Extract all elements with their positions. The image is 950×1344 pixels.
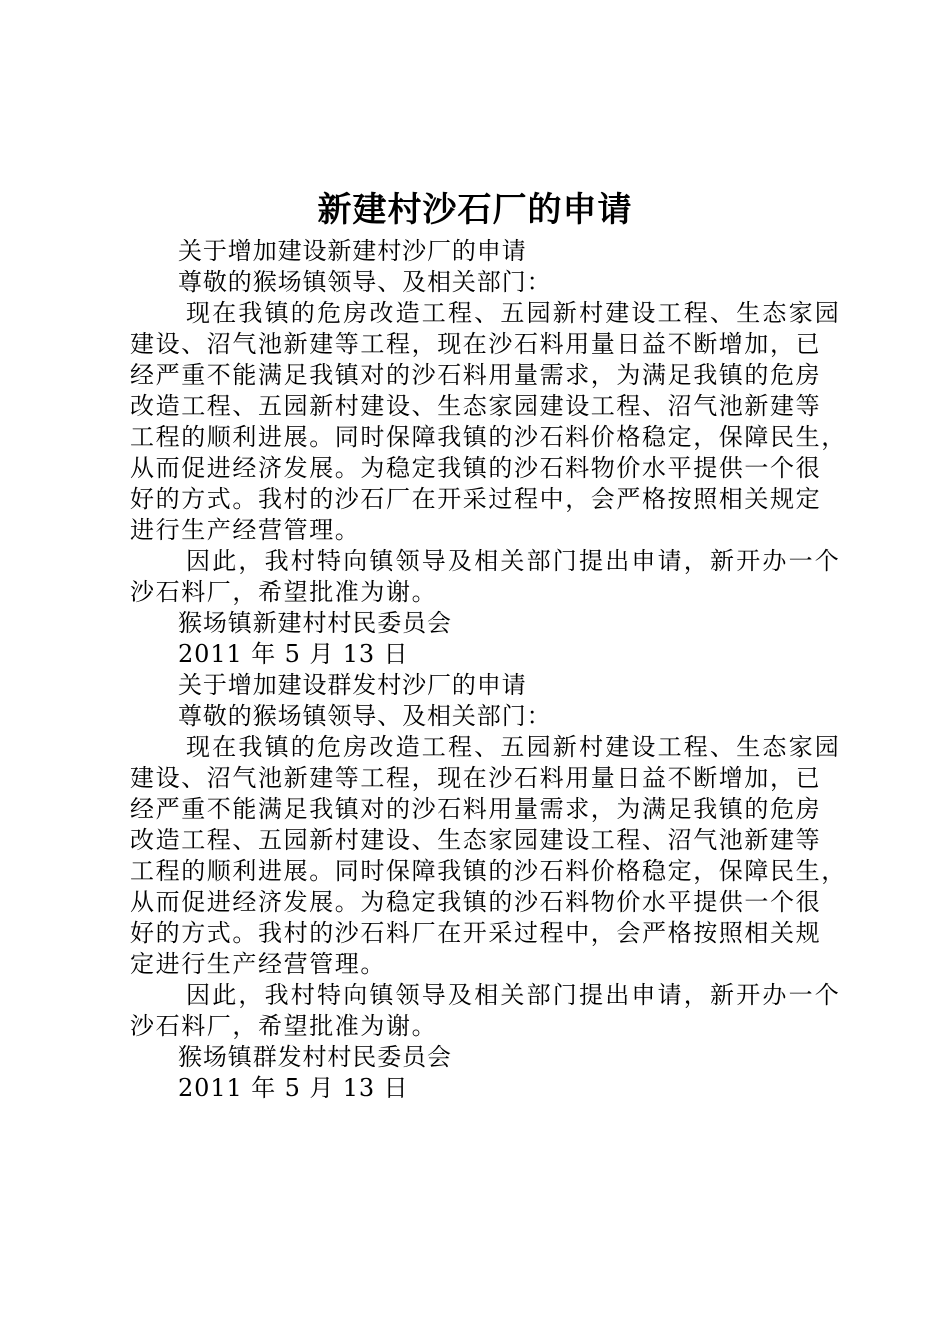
section2-para2-line: 沙石料厂，希望批准为谢。 (130, 1012, 438, 1040)
section2-para1-line: 从而促进经济发展。为稳定我镇的沙石料物价水平提供一个很 (130, 888, 822, 916)
section1-para1-line: 工程的顺利进展。同时保障我镇的沙石料价格稳定，保障民生， (130, 423, 847, 451)
section1-date: 2011 年 5 月 13 日 (178, 640, 409, 668)
section2-para1-line: 定进行生产经营管理。 (130, 950, 386, 978)
document-body (130, 236, 847, 1104)
section2-salutation: 尊敬的猴场镇领导、及相关部门： (178, 702, 552, 730)
section2-heading: 关于增加建设群发村沙厂的申请 (178, 671, 527, 699)
section1-salutation: 尊敬的猴场镇领导、及相关部门： (178, 268, 552, 296)
section1-para1-line: 改造工程、五园新村建设、生态家园建设工程、沼气池新建等 (130, 392, 822, 420)
section2-para1-line: 建设、沼气池新建等工程，现在沙石料用量日益不断增加，已 (130, 764, 822, 792)
section2-para1-line: 现在我镇的危房改造工程、五园新村建设工程、生态家园 (186, 733, 841, 761)
section1-signature: 猴场镇新建村村民委员会 (178, 609, 452, 637)
section2-para1-line: 工程的顺利进展。同时保障我镇的沙石料价格稳定，保障民生， (130, 857, 847, 885)
section1-para1-line: 好的方式。我村的沙石厂在开采过程中，会严格按照相关规定 (130, 485, 822, 513)
section1-para1-line: 经严重不能满足我镇对的沙石料用量需求，为满足我镇的危房 (130, 361, 822, 389)
section2-para1-line: 经严重不能满足我镇对的沙石料用量需求，为满足我镇的危房 (130, 795, 822, 823)
section2-para1-line: 好的方式。我村的沙石料厂在开采过程中，会严格按照相关规 (130, 919, 822, 947)
section1-para2-line: 沙石料厂，希望批准为谢。 (130, 578, 438, 606)
section1-heading: 关于增加建设新建村沙厂的申请 (178, 237, 527, 265)
section1-para1-line: 从而促进经济发展。为稳定我镇的沙石料物价水平提供一个很 (130, 454, 822, 482)
section2-para2-line: 因此，我村特向镇领导及相关部门提出申请，新开办一个 (186, 981, 841, 1009)
section2-para1-line: 改造工程、五园新村建设、生态家园建设工程、沼气池新建等 (130, 826, 822, 854)
section2-date: 2011 年 5 月 13 日 (178, 1074, 409, 1102)
section1-para1-line: 建设、沼气池新建等工程，现在沙石料用量日益不断增加，已 (130, 330, 822, 358)
section2-signature: 猴场镇群发村村民委员会 (178, 1043, 452, 1071)
document-title: 新建村沙石厂的申请 (317, 190, 633, 230)
section1-para1-line: 进行生产经营管理。 (130, 516, 361, 544)
section1-para2-line: 因此，我村特向镇领导及相关部门提出申请，新开办一个 (186, 547, 841, 575)
section1-para1-line: 现在我镇的危房改造工程、五园新村建设工程、生态家园 (186, 299, 841, 327)
